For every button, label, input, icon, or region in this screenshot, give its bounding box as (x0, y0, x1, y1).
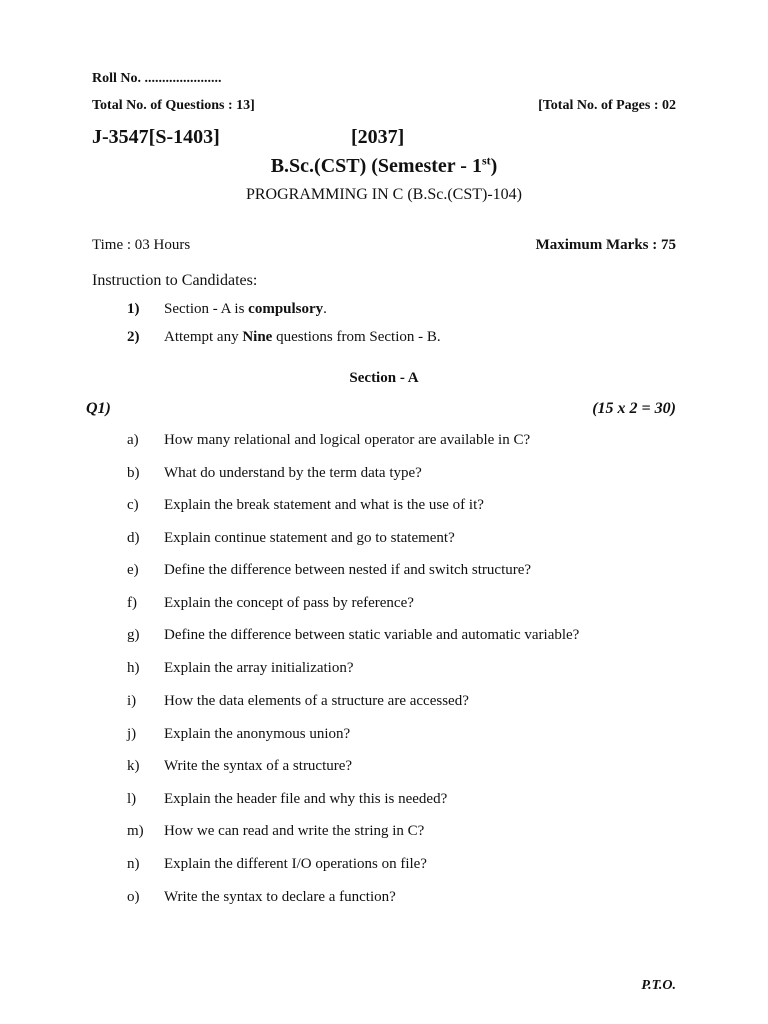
instruction-item (164, 301, 327, 318)
time-allowed: Time : 03 Hours (92, 237, 191, 253)
question-item-label: l) (127, 791, 137, 807)
question-item-label: m) (127, 823, 144, 839)
question-item-text: Explain the header file and why this is needed? (164, 791, 448, 807)
question-item-text: Write the syntax to declare a function? (164, 889, 396, 905)
question-item-label: f) (127, 595, 137, 611)
question-item-text: Explain the different I/O operations on file? (164, 856, 427, 872)
question-item-label: g) (127, 627, 140, 643)
question-item-text: How we can read and write the string in C? (164, 823, 425, 839)
instruction-emphasis: compulsory (248, 301, 324, 317)
question-marks: (15 x 2 = 30) (592, 400, 676, 417)
instruction-text: Section - A is (164, 301, 249, 317)
course-title-main: B.Sc.(CST) (Semester - 1 (270, 155, 482, 177)
question-item-text: Explain the break statement and what is the use of it? (164, 497, 484, 513)
maximum-marks: Maximum Marks : 75 (535, 237, 676, 253)
instruction-number: 1) (127, 301, 140, 317)
paper-code: J-3547[S-1403] (92, 126, 220, 148)
question-item-label: i) (127, 693, 137, 709)
question-item-label: e) (127, 562, 139, 578)
course-title-end: ) (490, 155, 498, 177)
instruction-item (164, 329, 441, 346)
instruction-text-end: . (323, 301, 327, 317)
instruction-text-end: questions from Section - B. (272, 329, 441, 345)
question-item-text: Define the difference between nested if and switch structure? (164, 562, 532, 578)
total-questions: Total No. of Questions : 13] (92, 98, 255, 113)
subject-title: PROGRAMMING IN C (B.Sc.(CST)-104) (245, 186, 522, 203)
question-item-text: Explain the array initialization? (164, 660, 354, 676)
question-item-text: How many relational and logical operator are available in C? (164, 432, 531, 448)
question-item-label: b) (127, 465, 140, 481)
question-item-label: d) (127, 530, 140, 546)
question-item-text: How the data elements of a structure are accessed? (164, 693, 469, 709)
instruction-text: Attempt any (164, 329, 243, 345)
course-title (0, 155, 768, 178)
question-item-label: k) (127, 758, 140, 774)
pto-label: P.T.O. (641, 978, 676, 993)
course-title-sup: st (481, 153, 491, 168)
question-item-text: Explain the anonymous union? (164, 726, 351, 742)
roll-no: Roll No. ...................... (92, 71, 222, 86)
question-item-text: Define the difference between static variable and automatic variable? (164, 627, 580, 643)
question-item-label: o) (127, 889, 140, 905)
question-item-label: h) (127, 660, 140, 676)
section-a-title: Section - A (349, 370, 419, 386)
question-item-text: Explain continue statement and go to statement? (164, 530, 455, 546)
total-pages: [Total No. of Pages : 02 (538, 98, 676, 113)
question-item-label: n) (127, 856, 140, 872)
question-item-text: Write the syntax of a structure? (164, 758, 353, 774)
serial-number: [2037] (351, 126, 405, 148)
question-item-label: c) (127, 497, 139, 513)
instructions-heading: Instruction to Candidates: (92, 272, 258, 289)
question-item-label: j) (127, 726, 137, 742)
instruction-number: 2) (127, 329, 140, 345)
instruction-emphasis: Nine (242, 329, 273, 345)
question-item-text: Explain the concept of pass by reference? (164, 595, 414, 611)
question-item-text: What do understand by the term data type? (164, 465, 422, 481)
question-label: Q1) (86, 400, 111, 417)
question-item-label: a) (127, 432, 139, 448)
